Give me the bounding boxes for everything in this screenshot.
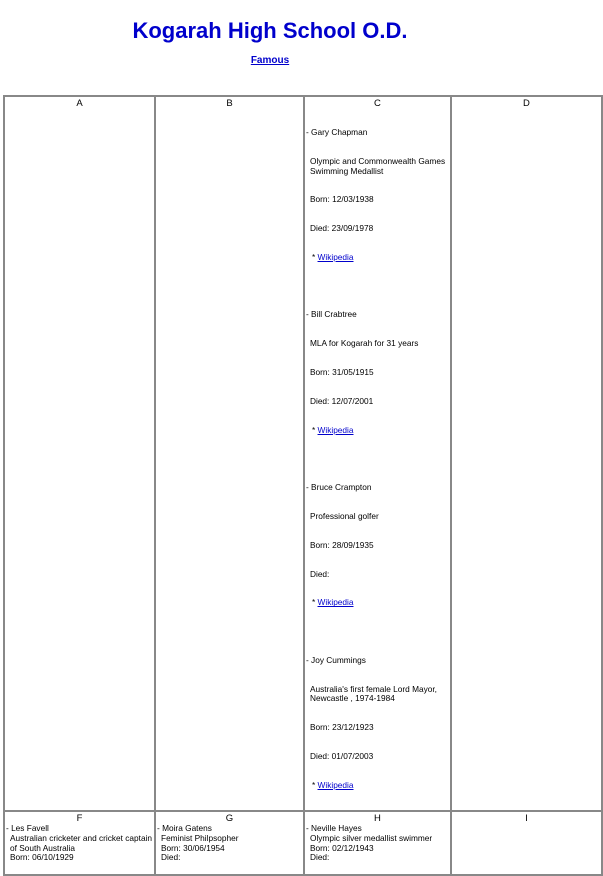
cell-c bbox=[304, 96, 451, 811]
bullet: * bbox=[311, 251, 316, 262]
grid-row-2 bbox=[4, 811, 602, 875]
person-name: - Joy Cummings bbox=[305, 654, 366, 665]
grid-row-1 bbox=[4, 96, 602, 811]
cell-d bbox=[451, 96, 602, 811]
wiki-line bbox=[306, 598, 449, 608]
cell-a bbox=[4, 96, 155, 811]
person-died: Died: 01/07/2003 bbox=[309, 750, 374, 761]
person-died: Died: bbox=[309, 568, 330, 579]
column-header: F bbox=[76, 813, 83, 825]
column-header: G bbox=[225, 813, 234, 825]
cell-h bbox=[304, 811, 451, 875]
wiki-line bbox=[306, 426, 449, 436]
person-born: Born: 06/10/1929 bbox=[10, 852, 74, 863]
wikipedia-link[interactable]: Wikipedia bbox=[317, 251, 354, 262]
alphabet-grid bbox=[3, 95, 603, 876]
column-header: I bbox=[525, 813, 528, 825]
wiki-line bbox=[306, 253, 449, 263]
person-name: - Neville Hayes bbox=[305, 823, 362, 834]
person-name: - Les Favell bbox=[6, 823, 49, 834]
cell-f bbox=[4, 811, 155, 875]
person-died: Died: 23/09/1978 bbox=[309, 223, 374, 234]
bullet: * bbox=[311, 597, 316, 608]
column-header: A bbox=[76, 98, 83, 109]
cell-b bbox=[155, 96, 304, 811]
person-description: MLA for Kogarah for 31 years bbox=[309, 338, 419, 349]
person-entry bbox=[306, 637, 449, 810]
person-name: - Bill Crabtree bbox=[305, 309, 357, 320]
person-description: Olympic and Commonwealth Games Swimming Medallist bbox=[309, 155, 448, 176]
person-description: Olympic silver medallist swimmer bbox=[309, 832, 433, 843]
person-died: Died: bbox=[309, 852, 330, 863]
person-name: - Gary Chapman bbox=[305, 127, 368, 138]
person-description: Australian cricketer and cricket captain of South Australia bbox=[10, 832, 153, 853]
cell-g bbox=[155, 811, 304, 875]
person-born: Born: 30/06/1954 bbox=[161, 842, 225, 853]
famous-nav bbox=[0, 55, 540, 66]
page-title: Kogarah High School O.D. bbox=[132, 18, 408, 43]
person-description: Australia's first female Lord Mayor, Newcastle , 1974-1984 bbox=[309, 683, 440, 704]
famous-link[interactable]: Famous bbox=[250, 55, 290, 66]
wiki-line bbox=[306, 781, 449, 791]
person-name: - Bruce Crampton bbox=[305, 482, 372, 493]
cell-i bbox=[451, 811, 602, 875]
person-entry bbox=[306, 291, 449, 454]
person-born: Born: 02/12/1943 bbox=[309, 842, 374, 853]
wikipedia-link[interactable]: Wikipedia bbox=[317, 597, 354, 608]
person-description: Feminist Philpsopher bbox=[161, 832, 239, 843]
person-born: Born: 28/09/1935 bbox=[309, 539, 374, 550]
person-born: Born: 12/03/1938 bbox=[309, 194, 374, 205]
person-description: Professional golfer bbox=[309, 510, 379, 521]
person-born: Born: 23/12/1923 bbox=[309, 722, 374, 732]
column-header: H bbox=[374, 813, 381, 825]
column-header: C bbox=[374, 98, 381, 109]
person-died: Died: bbox=[161, 852, 181, 863]
person-died: Died: 12/07/2001 bbox=[309, 395, 374, 406]
column-header: D bbox=[523, 98, 530, 109]
person-name: - Moira Gatens bbox=[157, 823, 212, 834]
person-entry bbox=[306, 109, 449, 282]
wikipedia-link[interactable]: Wikipedia bbox=[317, 779, 354, 790]
wikipedia-link[interactable]: Wikipedia bbox=[317, 424, 354, 435]
person-entry bbox=[306, 464, 449, 627]
bullet: * bbox=[311, 424, 316, 435]
column-header: B bbox=[226, 98, 233, 109]
bullet: * bbox=[311, 779, 316, 790]
person-born: Born: 31/05/1915 bbox=[309, 367, 374, 378]
